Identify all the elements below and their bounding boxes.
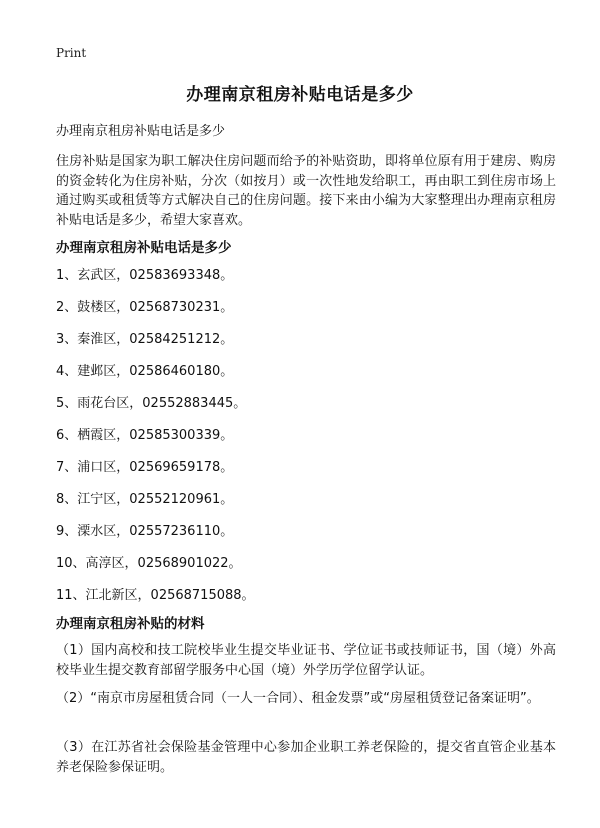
list-item: 4、建邺区，02586460180。 [56,364,234,379]
list-item: 2、鼓楼区，02568730231。 [56,300,234,315]
material-item: （1）国内高校和技工院校毕业生提交毕业证书、学位证书或技师证书，国（境）外高校毕业生提交教育部留学服务中心国（境）外学历学位留学认证。 [56,643,556,678]
list-item: 7、浦口区，02569659178。 [56,460,234,475]
phones-section-heading: 办理南京租房补贴电话是多少 [56,240,232,256]
page-title: 办理南京租房补贴电话是多少 [186,85,414,105]
list-item: 10、高淳区，02568901022。 [56,556,242,571]
subtitle: 办理南京租房补贴电话是多少 [56,124,226,139]
list-item: 9、溧水区，02557236110。 [56,524,234,539]
intro-paragraph: 住房补贴是国家为职工解决住房问题而给予的补贴资助，即将单位原有用于建房、购房的资金转化为住房补贴，分次（如按月）或一次性地发给职工，再由职工到住房市场上通过购买或租赁等方式解决自己的住房问题。接下来由小编为大家整理出办理南京租房补贴电话是多少，希望大家喜欢。 [56,154,556,228]
list-item: 8、江宁区，02552120961。 [56,492,234,507]
list-item: 6、栖霞区，02585300339。 [56,428,234,443]
list-item: 1、玄武区，02583693348。 [56,268,234,283]
list-item: 3、秦淮区，02584251212。 [56,332,234,347]
material-item: （3）在江苏省社会保险基金管理中心参加企业职工养老保险的，提交省直管企业基本养老保险参保证明。 [56,740,556,775]
list-item: 5、雨花台区，02552883445。 [56,396,247,411]
list-item: 11、江北新区，02568715088。 [56,588,255,603]
district-phone-list [56,268,255,620]
print-link[interactable]: Print [56,46,87,60]
materials-section-heading: 办理南京租房补贴的材料 [56,616,205,632]
material-item: （2）“南京市房屋租赁合同（一人一合同）、租金发票”或“房屋租赁登记备案证明”。 [56,691,540,706]
